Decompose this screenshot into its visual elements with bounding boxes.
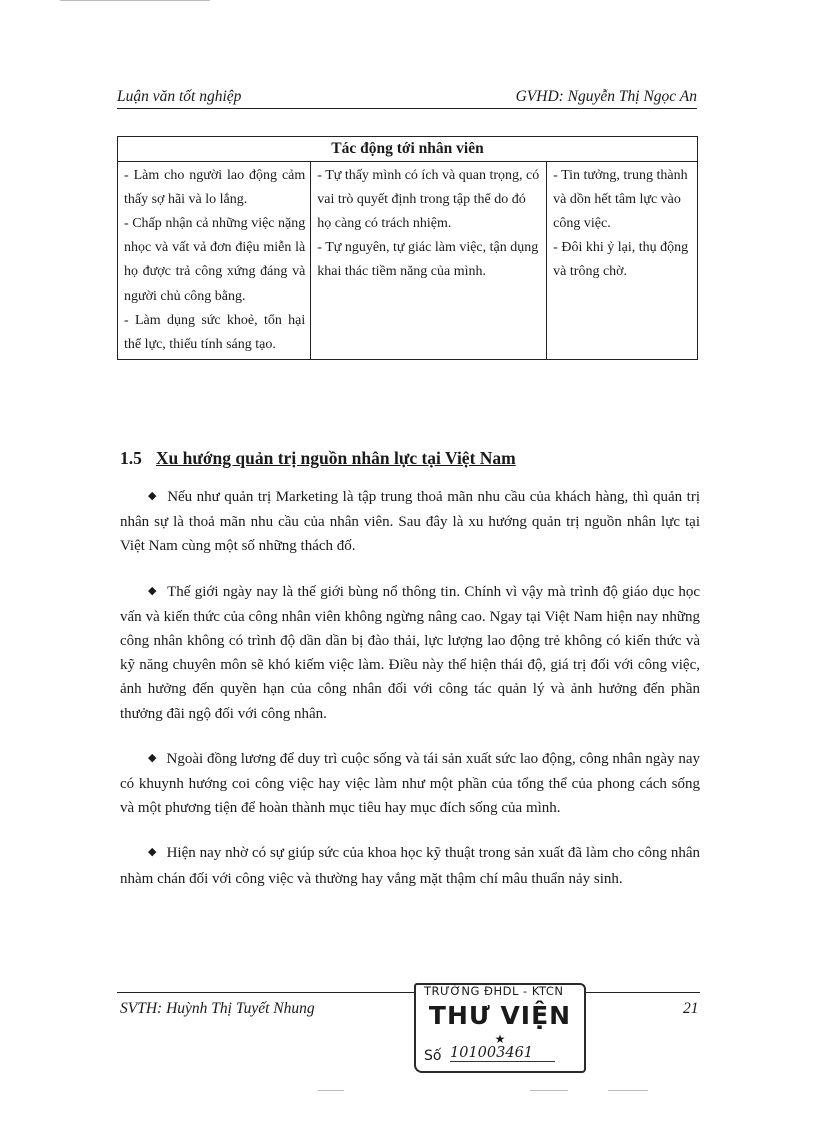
- scan-mark: [318, 1090, 344, 1092]
- table-row: [118, 162, 698, 360]
- star-icon: ★: [494, 1032, 506, 1046]
- footer-rule: [117, 992, 700, 993]
- scan-mark: [608, 1090, 648, 1092]
- stamp-institution: TRƯỜNG ĐHDL - KTCN: [424, 984, 564, 998]
- section-title: Xu hướng quản trị nguồn nhân lực tại Việt Nam: [155, 448, 516, 468]
- paragraph: ◆ Hiện nay nhờ có sự giúp sức của khoa học kỹ thuật trong sản xuất đã làm cho công nhân nhàm chán đối với công việc và thường hay vắng mặt thậm chí mâu thuẩn nảy sinh.: [120, 845, 700, 887]
- diamond-bullet-icon: ◆: [148, 584, 158, 597]
- paragraph: ◆ Thế giới ngày nay là thế giới bùng nổ thông tin. Chính vì vậy mà trình độ giáo dục học vấn và kiến thức của công nhân viên không ngừng nâng cao. Ngay tại Việt Nam hiện nay những công nhân không có trình độ dần dần bị đào thải, lực lượng lao động trẻ không có kiến thức và kỹ năng chuyên môn sẽ khó kiếm việc làm. Điều này thể hiện thái độ, giá trị đối với công việc, ảnh hưởng đến quyền hạn của công nhân đối với công tác quản lý và ảnh hưởng đến phần thưởng đãi ngộ đối với công nhân.: [120, 583, 700, 722]
- diamond-bullet-icon: ◆: [148, 846, 157, 859]
- stamp-number-label: Số: [424, 1048, 442, 1064]
- effects-table: [117, 136, 698, 360]
- section-number: 1.5: [120, 448, 142, 468]
- page-number: 21: [683, 1000, 699, 1017]
- stamp-library-label: THƯ VIỆN: [428, 1001, 572, 1030]
- stamp-frame: [414, 983, 586, 1073]
- section-heading: [120, 448, 516, 469]
- header-advisor: GVHD: Nguyễn Thị Ngọc An: [515, 88, 697, 105]
- stamp-number: 101003461: [450, 1045, 555, 1062]
- body-text: [120, 485, 700, 912]
- scan-smudge: [60, 0, 210, 5]
- effects-table-title: Tác động tới nhân viên: [118, 137, 698, 162]
- paragraph: ◆ Nếu như quản trị Marketing là tập trung thoả mãn nhu cầu của khách hàng, thì quản trị nhân sự là thoả mãn nhu cầu của nhân viên. Sau đây là xu hướng quản trị nguồn nhân lực tại Việt Nam cùng một số những thách đố.: [120, 489, 700, 555]
- scan-mark: [530, 1090, 568, 1092]
- diamond-bullet-icon: ◆: [148, 751, 157, 764]
- paragraph: ◆ Ngoài đồng lương để duy trì cuộc sống và tái sản xuất sức lao động, công nhân ngày nay có khuynh hướng coi công việc hay việc làm như một phần của tổng thể của phong cách sống và một phương tiện để hoàn thành mục tiêu hay mục đích sống của mình.: [120, 750, 700, 817]
- header-thesis-title: Luận văn tốt nghiệp: [117, 88, 242, 105]
- footer-student: SVTH: Huỳnh Thị Tuyết Nhung: [120, 1000, 315, 1017]
- library-stamp: [412, 980, 584, 1072]
- effects-cell-positive: - Tự thấy mình có ích và quan trọng, có vai trò quyết định trong tập thể do đó họ càng có trách nhiệm. - Tự nguyên, tự giác làm việc, tận dụng khai thác tiềm năng của mình.: [311, 162, 547, 360]
- page-header: [117, 86, 697, 109]
- diamond-bullet-icon: ◆: [148, 490, 158, 502]
- effects-cell-negative: - Làm cho người lao động cảm thấy sợ hãi và lo lắng. - Chấp nhận cả những việc nặng nhọc và vất vả đơn điệu miễn là họ được trả công xứng đáng và người chủ công bằng. - Làm dụng sức khoẻ, tổn hại thể lực, thiếu tính sáng tạo.: [118, 162, 311, 360]
- effects-cell-trust: - Tin tưởng, trung thành và dồn hết tâm lực vào công việc. - Đôi khi ỷ lại, thụ động và trông chờ.: [547, 162, 698, 360]
